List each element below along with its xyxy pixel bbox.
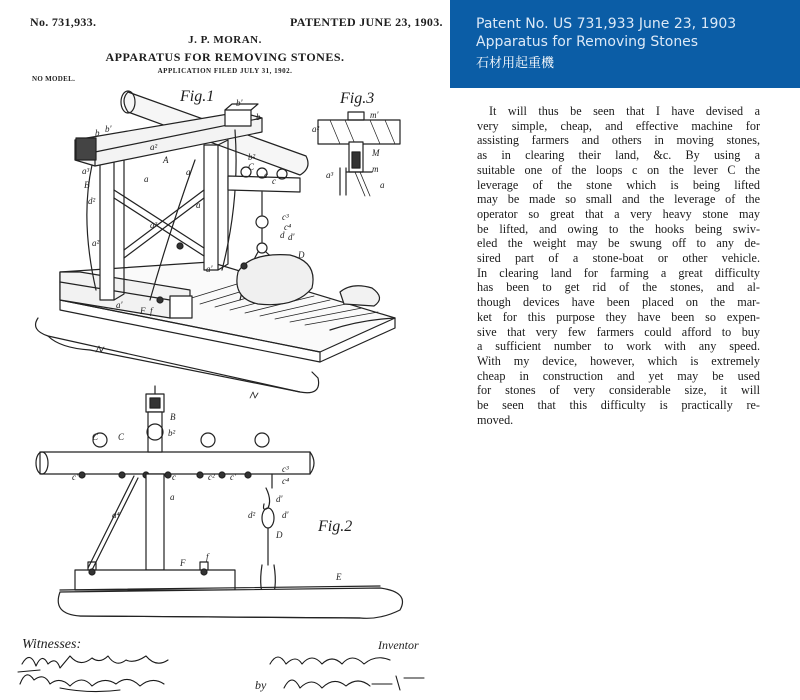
description-line: It will thus be seen that I have devised a bbox=[489, 104, 760, 118]
svg-text:B: B bbox=[84, 180, 90, 190]
svg-text:d²: d² bbox=[88, 196, 96, 206]
description-line: as in clearing their land, &c. By using a bbox=[477, 148, 760, 163]
description-line: eled the weight may be swung off to any de- bbox=[477, 236, 760, 251]
japanese-title: 石材用起重機 bbox=[476, 56, 555, 71]
svg-text:c: c bbox=[264, 170, 268, 180]
description-line: for stones of very considerable size, it will bbox=[477, 383, 760, 398]
svg-text:a: a bbox=[196, 200, 201, 210]
svg-text:c': c' bbox=[72, 472, 78, 482]
description-line: ket for this purpose they have been so expen- bbox=[477, 309, 760, 324]
description-line: though devices have been placed on the mar- bbox=[477, 295, 760, 310]
svg-text:d': d' bbox=[282, 510, 289, 520]
svg-text:E: E bbox=[336, 572, 342, 582]
description-line: may be made so small and the leverage of the bbox=[477, 192, 760, 207]
fig1-label: Fig.1 bbox=[180, 88, 215, 105]
svg-text:C: C bbox=[118, 432, 125, 442]
svg-text:a: a bbox=[144, 174, 149, 184]
svg-text:c: c bbox=[172, 472, 176, 482]
by-label: by bbox=[255, 678, 267, 692]
svg-text:b': b' bbox=[236, 98, 243, 108]
inventor-name-heading: J. P. MORAN. bbox=[188, 34, 262, 46]
description-line: operator so great that a very heavy stone may bbox=[477, 206, 760, 221]
svg-text:C: C bbox=[248, 162, 255, 172]
description-line: assisting farmers and others in moving stones, bbox=[477, 133, 760, 148]
svg-text:f: f bbox=[150, 306, 153, 316]
description-line: suitable one of the loops c on the lever C the bbox=[477, 162, 760, 177]
svg-text:a³: a³ bbox=[326, 170, 334, 180]
svg-text:b²: b² bbox=[248, 152, 256, 162]
witnesses-label: Witnesses: bbox=[22, 637, 82, 652]
svg-text:F: F bbox=[140, 306, 146, 316]
fig3-drawing bbox=[318, 112, 400, 196]
description-line: sired part of a stone-boat or other vehicle. bbox=[477, 251, 760, 266]
description-line: be seen that this difficulty is practically re- bbox=[477, 398, 760, 413]
svg-text:a³: a³ bbox=[150, 220, 158, 230]
svg-text:D: D bbox=[276, 530, 283, 540]
svg-text:A: A bbox=[163, 155, 169, 165]
patent-number-line: Patent No. US 731,933 June 23, 1903 bbox=[476, 16, 737, 32]
svg-text:a: a bbox=[170, 492, 175, 502]
svg-text:d': d' bbox=[276, 494, 283, 504]
svg-text:B: B bbox=[170, 412, 176, 422]
svg-text:C: C bbox=[92, 432, 99, 442]
svg-text:c²: c² bbox=[208, 472, 215, 482]
svg-text:a³: a³ bbox=[82, 166, 90, 176]
patent-date: PATENTED JUNE 23, 1903. bbox=[290, 15, 443, 29]
svg-text:c³: c³ bbox=[282, 464, 289, 474]
fig2-drawing bbox=[36, 386, 403, 618]
svg-text:c⁴: c⁴ bbox=[284, 222, 292, 232]
description-line: cheap in construction and yet may be used bbox=[477, 368, 760, 383]
svg-text:b: b bbox=[95, 128, 100, 138]
svg-text:M: M bbox=[372, 148, 380, 158]
svg-text:b²: b² bbox=[168, 428, 176, 438]
description-line: be lifted, and owing to the hooks being swiv- bbox=[477, 221, 760, 236]
no-model-label: NO MODEL. bbox=[32, 75, 76, 83]
svg-text:d: d bbox=[280, 230, 285, 240]
svg-text:a': a' bbox=[206, 264, 213, 274]
patent-title-line: Apparatus for Removing Stones bbox=[476, 34, 699, 50]
description-line: moved. bbox=[477, 412, 514, 427]
svg-text:c: c bbox=[272, 176, 276, 186]
fig2-label: Fig.2 bbox=[318, 518, 353, 535]
description-line: sive that very few farmers could afford to buy bbox=[477, 324, 760, 339]
svg-text:d²: d² bbox=[248, 510, 256, 520]
svg-text:F: F bbox=[180, 558, 186, 568]
patent-description bbox=[477, 104, 760, 427]
svg-text:c': c' bbox=[230, 472, 236, 482]
patent-info-header bbox=[450, 0, 800, 88]
patent-number: No. 731,933. bbox=[30, 15, 97, 29]
patent-title: APPARATUS FOR REMOVING STONES. bbox=[105, 50, 345, 64]
svg-text:a⁴: a⁴ bbox=[112, 510, 120, 520]
svg-text:a: a bbox=[380, 180, 385, 190]
signatures-graphic bbox=[18, 656, 424, 692]
description-line: very simple, cheap, and effective machine for bbox=[477, 118, 760, 133]
svg-text:m: m bbox=[372, 164, 379, 174]
svg-text:m': m' bbox=[370, 110, 379, 120]
svg-text:d': d' bbox=[288, 232, 295, 242]
svg-text:c⁴: c⁴ bbox=[282, 476, 290, 486]
svg-text:a²: a² bbox=[92, 238, 100, 248]
svg-text:a²: a² bbox=[312, 124, 320, 134]
description-line: leverage of the stone which is being lifted bbox=[477, 177, 760, 192]
svg-text:b: b bbox=[256, 112, 261, 122]
svg-text:a: a bbox=[186, 167, 191, 177]
description-line: With my device, however, which is extremely bbox=[477, 353, 760, 368]
description-line: a sufficient number to work with any speed. bbox=[477, 339, 760, 354]
svg-text:c³: c³ bbox=[282, 212, 289, 222]
svg-text:D: D bbox=[298, 250, 305, 260]
inventor-label: Inventor bbox=[378, 638, 419, 652]
svg-text:a': a' bbox=[116, 300, 123, 310]
application-filed: APPLICATION FILED JULY 31, 1902. bbox=[157, 67, 293, 75]
svg-text:b': b' bbox=[105, 124, 112, 134]
fig3-label: Fig.3 bbox=[340, 90, 375, 107]
svg-text:f: f bbox=[206, 552, 209, 562]
description-line: has been to get rid of the stones, and al- bbox=[477, 280, 760, 295]
description-line: In clearing land for farming a great difficulty bbox=[477, 265, 760, 280]
svg-text:a²: a² bbox=[150, 142, 158, 152]
